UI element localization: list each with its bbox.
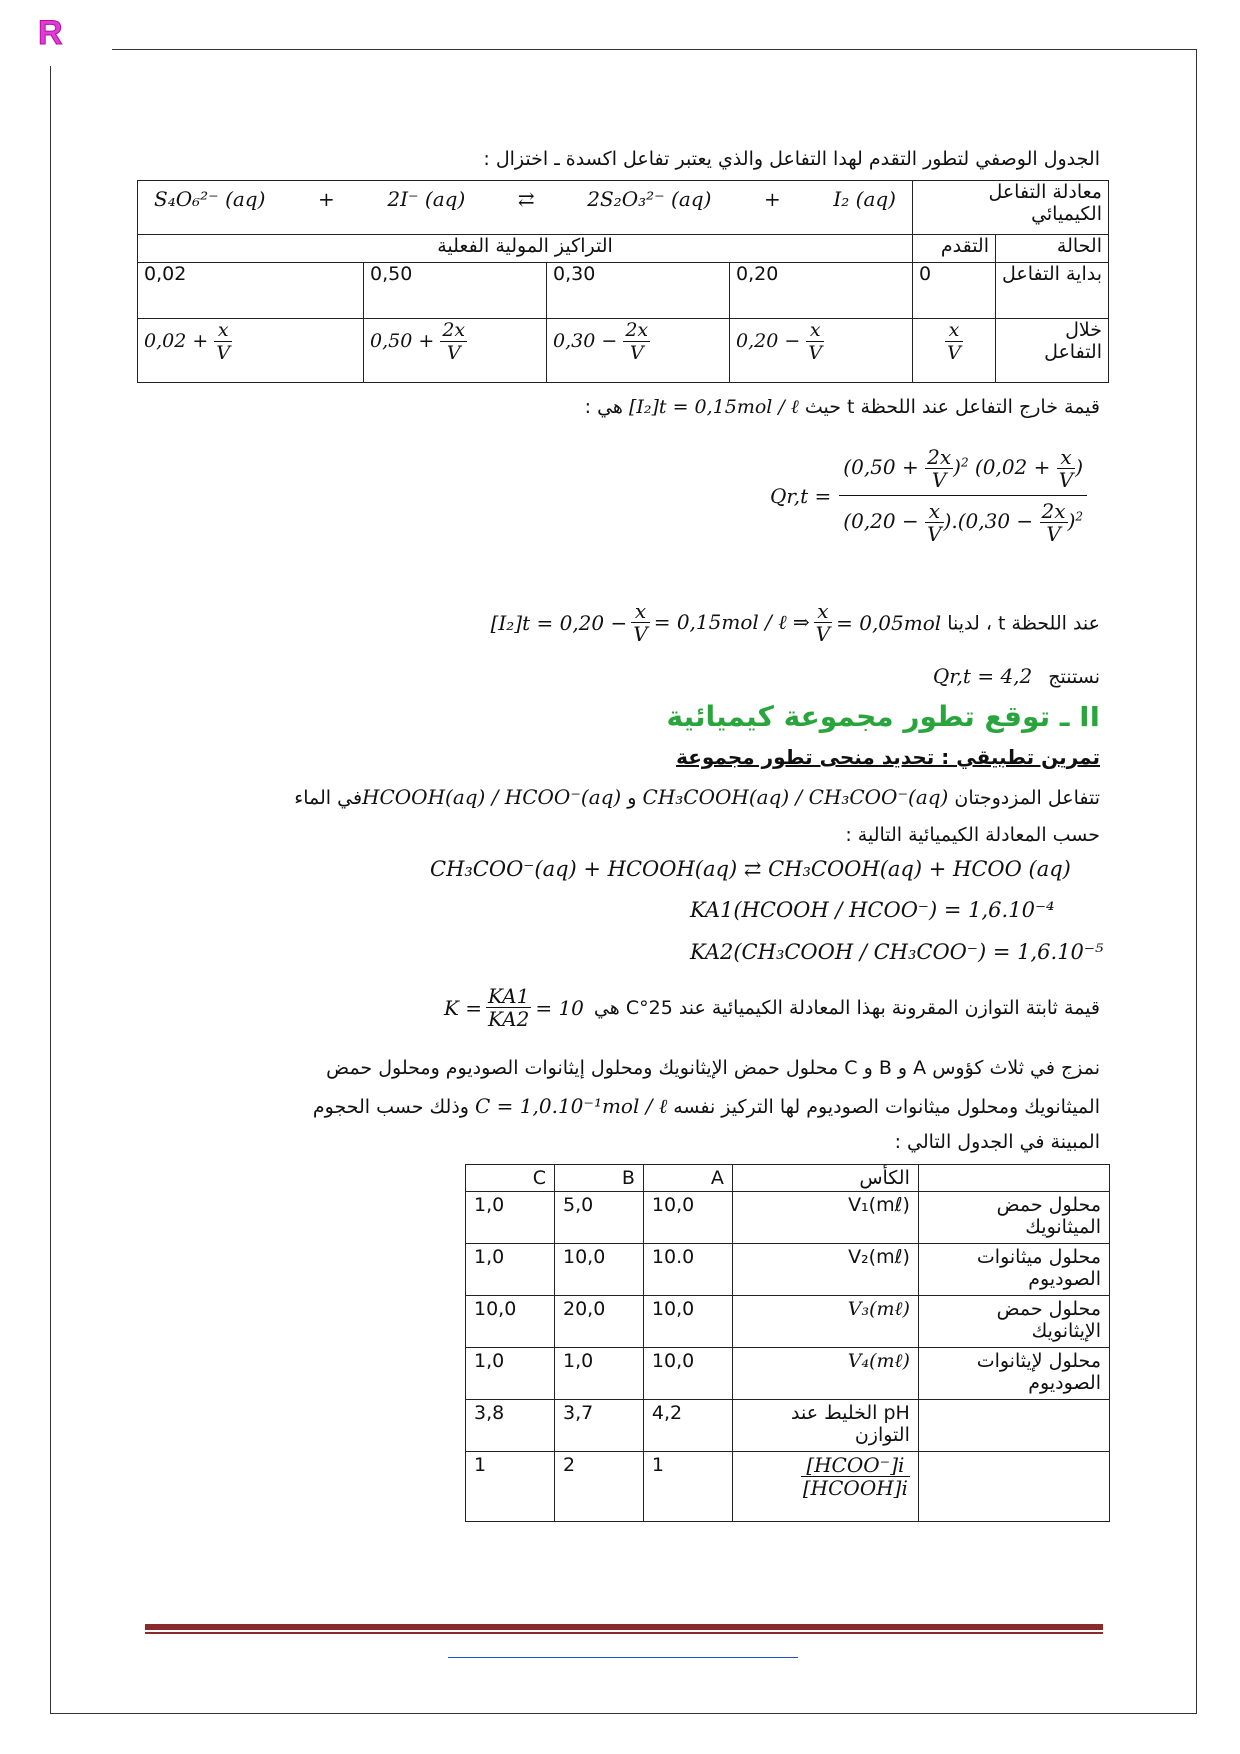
- react-and: و: [627, 787, 637, 809]
- t2-cell: 10,0: [554, 1244, 643, 1296]
- t2-cell: 20,0: [554, 1296, 643, 1348]
- qr-den-a: 0,20 −: [851, 509, 919, 533]
- row-during-value-4: [138, 319, 364, 383]
- intro-line: الجدول الوصفي لتطور التقدم لهدا التفاعل والذي يعتبر تفاعل اكسدة ـ اختزال :: [483, 148, 1100, 170]
- row-during-progress: [913, 319, 996, 383]
- t2-row-quantity: V₄(mℓ): [732, 1348, 918, 1400]
- frac-num: 2x: [1041, 499, 1066, 523]
- t2-cell: 1,0: [466, 1348, 555, 1400]
- t2-row-quantity: pH الخليط عند التوازن: [732, 1400, 918, 1452]
- frac-den: V: [1058, 468, 1074, 492]
- frac-den: [HCOOH]i: [802, 1476, 908, 1500]
- t2-row-label: محلول ميثانوات الصوديوم: [918, 1244, 1109, 1296]
- row-start-value-2: 0,30: [547, 263, 730, 319]
- footer-rule-thin: [145, 1632, 1103, 1634]
- frac-num: KA1: [488, 984, 530, 1008]
- t2-row-quantity: V₂(mℓ): [732, 1244, 918, 1296]
- row-during-label: خلال التفاعل: [996, 319, 1109, 383]
- t2-cell: 10,0: [643, 1296, 732, 1348]
- progress-label: التقدم: [913, 235, 996, 263]
- footer-link-line[interactable]: [448, 1657, 798, 1658]
- t2-cell: 5,0: [554, 1192, 643, 1244]
- t2-cell: 1,0: [466, 1192, 555, 1244]
- frac-den: V: [927, 522, 942, 546]
- ka1-line: KA1(HCOOH / HCOO⁻) = 1,6.10⁻⁴: [690, 898, 1055, 922]
- mix-line-3: المبينة في الجدول التالي :: [894, 1131, 1100, 1153]
- t2-header-c: C: [466, 1165, 555, 1192]
- frac-den: V: [931, 468, 947, 492]
- frac-den: V: [633, 622, 648, 646]
- conclude-line: [933, 664, 1100, 688]
- frac-den: V: [947, 342, 961, 364]
- frac-den: V: [216, 342, 231, 364]
- eq-term-7: I₂ (aq): [833, 187, 896, 211]
- mix-text: الميثانويك ومحلول ميثانوات الصوديوم لها التركيز نفسه: [673, 1096, 1100, 1118]
- row-start-value-3: 0,50: [364, 263, 547, 319]
- t2-row-label: محلول حمض الميثانويك: [918, 1192, 1109, 1244]
- t2-cell: 3,8: [466, 1400, 555, 1452]
- qr-num-exp: 2: [960, 455, 969, 470]
- qr-den-b: 0,30 −: [965, 509, 1034, 533]
- t2-cell: 1: [643, 1452, 732, 1522]
- react-pair-2: HCOOH(aq) / HCOO⁻(aq): [362, 785, 622, 809]
- t2-row-label: محلول لإيثانوات الصوديوم: [918, 1348, 1109, 1400]
- state-label: الحالة: [996, 235, 1109, 263]
- t2-cell: 10,0: [466, 1296, 555, 1348]
- t2-header-a: A: [643, 1165, 732, 1192]
- formula-left: [I₂]t = 0,20 −: [490, 610, 628, 635]
- section-title: II ـ توقع تطور مجموعة كيميائية: [666, 700, 1100, 733]
- t2-row-quantity: V₁(mℓ): [732, 1192, 918, 1244]
- qr-num-b: 0,02 +: [982, 455, 1051, 479]
- eq-term-5: 2S₂O₃²⁻ (aq): [587, 187, 712, 211]
- equation-label-cell: [913, 181, 1109, 235]
- frac-num: x: [214, 319, 232, 342]
- mix-formula: C = 1,0.10⁻¹mol / ℓ: [475, 1094, 668, 1118]
- footer-rule: [145, 1624, 1103, 1630]
- qr-num-a: 0,50 +: [851, 455, 919, 479]
- frac-den: KA2: [488, 1007, 530, 1031]
- t2-cell: 2: [554, 1452, 643, 1522]
- at-moment-line: [491, 600, 1100, 645]
- eq-term-6: +: [763, 187, 781, 211]
- t2-cell: 10.0: [643, 1244, 732, 1296]
- k-text: قيمة ثابتة التوازن المقرونة بهذا المعادلة الكيميائية عند 25°C هي: [593, 996, 1100, 1019]
- eq-term-4: ⇄: [517, 187, 535, 211]
- t2-row-label: [918, 1400, 1109, 1452]
- frac-num: x: [1057, 446, 1075, 469]
- eq-term-1: S₄O₆²⁻ (aq): [154, 187, 266, 211]
- quotient-text: قيمة خارج التفاعل عند اللحظة t حيث: [804, 396, 1100, 418]
- react-pair-1: CH₃COOH(aq) / CH₃COO⁻(aq): [642, 785, 949, 809]
- page-frame-right: [1196, 49, 1197, 1714]
- eq-term-2: +: [318, 187, 335, 211]
- frac-num: x: [631, 600, 649, 623]
- frac-num: x: [806, 319, 824, 342]
- k-rhs: = 10: [535, 995, 584, 1020]
- t2-row-quantity: [732, 1452, 918, 1522]
- quotient-suffix: هي :: [584, 396, 623, 418]
- row-start-label: بداية التفاعل: [996, 263, 1109, 319]
- value-prefix: 0,50 +: [370, 330, 435, 352]
- t2-cell: 3,7: [554, 1400, 643, 1452]
- qr-lhs: Qr,t =: [770, 483, 832, 508]
- quotient-line: [585, 396, 1100, 419]
- at-moment-formula: [491, 600, 942, 645]
- frac-num: 2x: [625, 319, 649, 341]
- frac-num: x: [814, 600, 832, 623]
- t2-row-label: [918, 1452, 1109, 1522]
- frac-num: x: [925, 500, 943, 523]
- equation-label: معادلة التفاعل الكيميائي: [988, 181, 1102, 225]
- t2-header-b: B: [554, 1165, 643, 1192]
- volumes-table: [465, 1164, 1110, 1522]
- frac-num: 2x: [927, 445, 952, 469]
- row-start-value-1: 0,20: [730, 263, 913, 319]
- t2-row-label: محلول حمض الإيثانويك: [918, 1296, 1109, 1348]
- exercise-title: تمرين تطبيقي : تحديد منحى تطور مجموعة: [676, 745, 1100, 769]
- row-start-progress: 0: [913, 263, 996, 319]
- ka2-line: KA2(CH₃COOH / CH₃COO⁻) = 1,6.10⁻⁵: [690, 940, 1104, 964]
- frac-den: V: [1046, 522, 1061, 546]
- equation-line: CH₃COO⁻(aq) + HCOOH(aq) ⇄ CH₃COOH(aq) + HCOO (aq): [430, 857, 1071, 881]
- frac-num: x: [945, 319, 963, 342]
- frac-den: V: [446, 342, 461, 364]
- frac-num: [HCOO⁻]i: [801, 1454, 910, 1477]
- t2-cell: 1,0: [466, 1244, 555, 1296]
- value-prefix: 0,02 +: [144, 330, 209, 352]
- conclude-formula: Qr,t = 4,2: [932, 664, 1033, 688]
- frac-den: V: [815, 622, 831, 646]
- page-frame-top: [112, 49, 1197, 50]
- t2-header-0: [918, 1165, 1109, 1192]
- according-line: حسب المعادلة الكيميائية التالية :: [845, 824, 1100, 846]
- at-moment-text: عند اللحظة t ، لدينا: [947, 612, 1100, 635]
- t2-cell: 10,0: [643, 1348, 732, 1400]
- value-prefix: 0,30 −: [553, 330, 618, 352]
- eq-term-3: 2I⁻ (aq): [387, 187, 466, 211]
- value-prefix: 0,20 −: [736, 330, 801, 352]
- row-start-value-4: 0,02: [138, 263, 364, 319]
- conclude-text: نستنتج: [1048, 666, 1100, 688]
- t2-cell: 4,2: [643, 1400, 732, 1452]
- react-text: تتفاعل المزدوجتان: [954, 787, 1100, 809]
- quotient-formula: [I₂]t = 0,15mol / ℓ: [628, 396, 799, 418]
- t2-cell: 1: [466, 1452, 555, 1522]
- react-line: [294, 785, 1100, 809]
- k-lhs: K =: [443, 995, 483, 1020]
- react-suffix: في الماء: [294, 787, 363, 809]
- mix-line-1: نمزج في ثلاث كؤوس A و B و C محلول حمض الإيثانويك ومحلول إيثانوات الصوديوم ومحلول حمض: [326, 1057, 1100, 1079]
- t2-cell: 1,0: [554, 1348, 643, 1400]
- formula-right: = 0,05mol: [836, 610, 942, 635]
- row-during-value-3: [364, 319, 547, 383]
- k-formula: [444, 985, 584, 1030]
- concentrations-label: التراكيز المولية الفعلية: [138, 235, 913, 263]
- frac-den: V: [808, 342, 823, 364]
- page-frame-bottom: [50, 1713, 1197, 1714]
- frac-den: V: [629, 342, 644, 364]
- logo: R: [38, 14, 63, 52]
- t2-row-quantity: V₃(mℓ): [732, 1296, 918, 1348]
- t2-cell: 10,0: [643, 1192, 732, 1244]
- progress-table: [137, 180, 1109, 383]
- qr-den-exp: 2: [1075, 509, 1084, 524]
- k-line: [444, 985, 1100, 1030]
- page-frame-left: [50, 66, 51, 1714]
- equation-cell: [138, 181, 913, 235]
- mix-line-2: [313, 1094, 1100, 1119]
- qr-formula: Qr,t = (0,50 + $\frac{2x}{V}$ )$^2$ (0,02 + $\frac{x}{V}$ ) (0,20 − $\frac{x}{V}$ ).(0,30 − $\frac{2x}{V}$ )$^2$: [770, 446, 1087, 545]
- row-during-value-1: [730, 319, 913, 383]
- frac-num: 2x: [442, 319, 466, 341]
- formula-mid: = 0,15mol / ℓ ⇒: [653, 610, 810, 634]
- row-during-value-2: [547, 319, 730, 383]
- t2-header-1: الكأس: [732, 1165, 918, 1192]
- mix-suffix: وذلك حسب الحجوم: [312, 1096, 469, 1118]
